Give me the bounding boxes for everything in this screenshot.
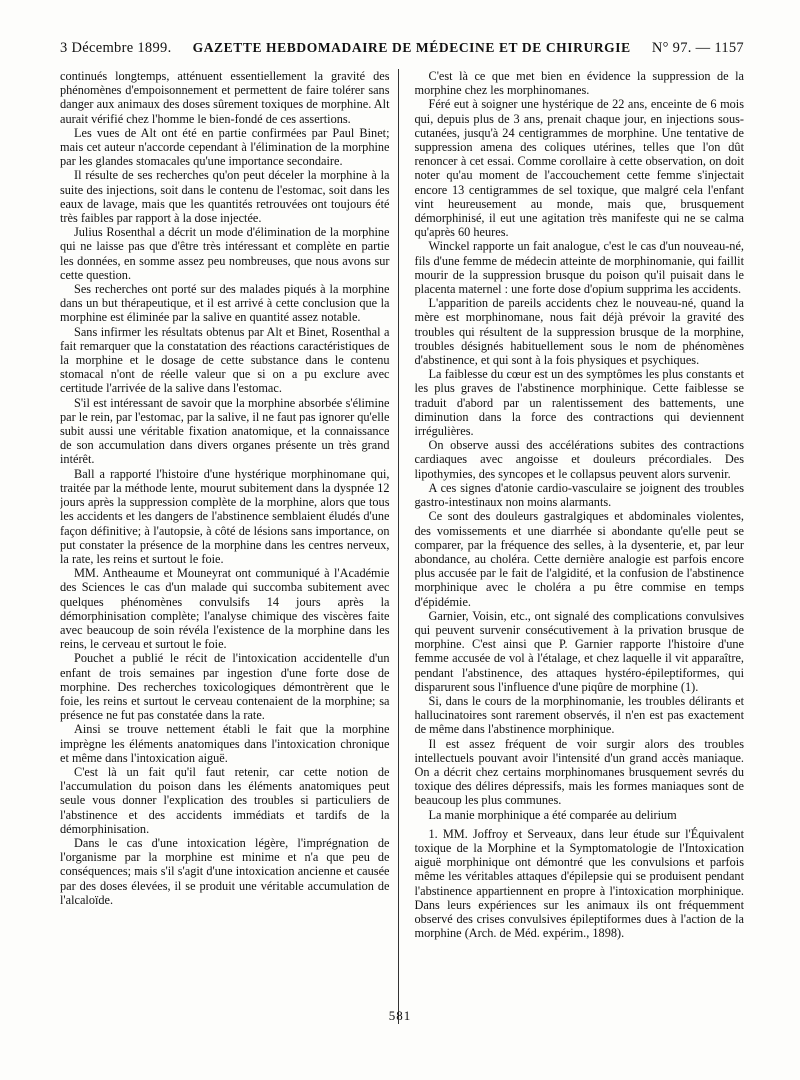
paragraph: Sans infirmer les résultats obtenus par Alt et Binet, Rosenthal a fait remarquer que la constatation des réactions caractéristiques de la morphine et le dosage de cette substance dans le contenu stomacal n'ont de réelle valeur que si on a pu exclure avec certitude l'arrivée de la salive dans l'estomac. (60, 324, 390, 396)
paragraph: C'est là un fait qu'il faut retenir, car cette notion de l'accumulation du poison dans les éléments anatomiques peut seule vous donner l'explication des troubles si particuliers de l'abstinence et des accidents immédiats et tardifs de la démorphinisation. (60, 764, 390, 836)
folio-number: 581 (388, 1008, 412, 1023)
paragraph: La faiblesse du cœur est un des symptômes les plus constants et les plus graves de l'abstinence morphinique. Cette faiblesse se traduit d'abord par un ralentissement des battements, une diminution dans la force des contractions qui deviennent irrégulières. (414, 367, 744, 439)
paragraph: S'il est intéressant de savoir que la morphine absorbée s'élimine par le rein, par l'estomac, par la salive, il ne faut pas ignorer qu'elle subit aussi une véritable fixation anatomique, et la connaissance de son accumulation dans divers organes présente un très grand intérêt. (60, 395, 390, 467)
paragraph: La manie morphinique a été comparée au delirium (428, 807, 677, 822)
paragraph: Ball a rapporté l'histoire d'une hystérique morphinomane qui, traitée par la méthode lente, mourut subitement dans la dyspnée 12 jours après la suppression complète de la morphine, alors que tous les accidents et les dangers de l'abstinence semblaient éludés d'une façon définitive; à l'autopsie, à côté de lésions sans importance, on put constater la présence de la morphine dans les centres nerveux, la rate, les reins et surtout le foie. (60, 466, 390, 566)
paragraph: L'apparition de pareils accidents chez le nouveau-né, quand la mère est morphinomane, nous fait déjà prévoir la gravité des troubles qui résultent de la suppression brusque de la morphine, troubles désignés habituellement sous le nom de phénomènes d'abstinence, et qui sont à la fois physiques et psychiques. (414, 296, 744, 368)
running-head (60, 40, 744, 61)
paragraph: C'est là ce que met bien en évidence la suppression de la morphine chez les morphinomanes. (414, 69, 744, 98)
paragraph: Garnier, Voisin, etc., ont signalé des complications convulsives qui peuvent survenir consécutivement à la privation brusque de morphine. C'est ainsi que P. Garnier rapporte l'histoire d'une femme accusée de vol à l'étalage, et chez laquelle il vit apparaître, pendant l'abstinence, des attaques hystéro-épileptiformes, qui disparurent sous l'influence d'une piqûre de morphine (1). (414, 608, 744, 694)
issue-page-number: N° 97. — 1157 (651, 40, 744, 56)
paragraph: Si, dans le cours de la morphinomanie, les troubles délirants et hallucinatoires sont rarement observés, il n'en est pas exactement de même dans l'abstinence morphinique. (414, 693, 744, 737)
text-columns (60, 69, 744, 1024)
right-column (415, 69, 745, 1024)
paragraph: Dans le cas d'une intoxication légère, l'imprégnation de l'organisme par la morphine est minime et n'a que peu de conséquences; mais s'il s'agit d'une intoxication ancienne et causée par des doses élevées, il se produit une véritable accumulation de l'alcaloïde. (60, 835, 390, 907)
paragraph: Ainsi se trouve nettement établi le fait que la morphine imprègne les éléments anatomiques dans l'intoxication chronique et même dans l'intoxication aiguë. (60, 722, 390, 765)
paragraph: On observe aussi des accélérations subites des contractions cardiaques avec angoisse et douleurs précordiales. Des lipothymies, des syncopes et le collapsus peuvent alors survenir. (414, 438, 744, 481)
paragraph: MM. Antheaume et Mouneyrat ont communiqué à l'Académie des Sciences le cas d'un malade qui succomba subitement avec quelques phénomènes convulsifs 14 jours après la démorphinisation complète; l'analyse chimique des viscères faite avec beaucoup de soin révéla l'existence de la morphine dans les reins, le cerveau et surtout le foie. (60, 566, 390, 652)
paragraph: Il est assez fréquent de voir surgir alors des troubles intellectuels pouvant avoir l'intensité d'un grand accès maniaque. On a décrit chez certains morphinomanes brusquement sevrés du toxique des délires dépressifs, mais les formes maniaques sont de beaucoup les plus communes. (414, 736, 744, 808)
paragraph: Féré eut à soigner une hystérique de 22 ans, enceinte de 6 mois qui, depuis plus de 3 ans, prenait chaque jour, en injections sous-cutanées, jusqu'à 24 centigrammes de morphine. Une tentative de suppression amena des coliques utérines, telles que l'on dût renoncer à cet essai. Comme corollaire à cette observation, on doit noter qu'au moment de l'accouchement cette femme s'injectait encore 13 centigrammes de sel toxique, que malgré cela l'enfant vint heureusement au monde, mais que, brusquement démorphinisé, il eut une agitation très manifeste qui ne se calma qu'après 60 heures. (414, 97, 744, 240)
paragraph: Pouchet a publié le récit de l'intoxication accidentelle d'un enfant de trois semaines par ingestion d'une forte dose de morphine. Des recherches toxicologiques démontrèrent que le foie, les reins et surtout le cerveau contenaient de la morphine; sa présence ne fut pas constatée dans la rate. (60, 651, 390, 723)
journal-title: GAZETTE HEBDOMADAIRE DE MÉDECINE ET DE CHIRURGIE (192, 40, 631, 55)
paragraph: Ses recherches ont porté sur des malades piqués à la morphine dans un but thérapeutique, et il est arrivé à cette conclusion que la morphine est éliminée par la salive en quantité assez notable. (60, 282, 390, 325)
footnote: 1. MM. Joffroy et Serveaux, dans leur étude sur l'Équivalent toxique de la Morphine et la Symptomatologie de l'Intoxication aiguë morphinique ont démontré que les convulsions et parfois même les véritables attaques d'épilepsie qui se produisent pendant l'abstinence appartiennent en propre à l'intoxication morphinique. Dans leurs expériences sur les animaux ils ont fréquemment observé des crises convulsives épileptiformes dues à l'action de la morphine (Arch. de Méd. expérim., 1898). (414, 826, 744, 941)
paragraph: Ce sont des douleurs gastralgiques et abdominales violentes, des vomissements et une diarrhée si abondante qu'elle peut se comparer, par la fréquence des selles, à la dysenterie, et, par leur abondance, au choléra. Cette dernière analogie est parfois encore plus accusée par le fait de l'algidité, et la confusion de l'abstinence morphinique avec le choléra a pu être commise en temps d'épidémie. (414, 509, 744, 609)
paragraph: Julius Rosenthal a décrit un mode d'élimination de la morphine qui ne laisse pas que d'être très intéressant et complète en partie les données, en somme assez peu nombreuses, que nous avons sur cette question. (60, 225, 390, 282)
paragraph: Il résulte de ses recherches qu'on peut déceler la morphine à la suite des injections, soit dans le contenu de l'estomac, soit dans les eaux de lavage, mais que les quantités retrouvées ont toujours été très faibles par rapport à la dose injectée. (60, 168, 390, 226)
paragraph: Winckel rapporte un fait analogue, c'est le cas d'un nouveau-né, fils d'une femme de médecin atteinte de morphinomanie, qui faillit mourir de la suppression brusque du poison qu'il puisait dans le placenta maternel : une forte dose d'opium supprima les accidents. (414, 239, 744, 297)
issue-date: 3 Décembre 1899. (60, 40, 172, 56)
paragraph: A ces signes d'atonie cardio-vasculaire se joignent des troubles gastro-intestinaux non moins alarmants. (414, 480, 744, 510)
paragraph: Les vues de Alt ont été en partie confirmées par Paul Binet; mais cet auteur n'accorde cependant à l'élimination de la morphine par les glandes stomacales qu'une importance secondaire. (60, 125, 390, 169)
paragraph: continués longtemps, atténuent essentiellement la gravité des phénomènes d'empoisonnement et permettent de faire tolérer sans danger aux animaux des doses sûrement toxiques de morphine. Alt aurait vérifié chez l'homme le bien-fondé de ces assertions. (60, 69, 390, 126)
left-column (60, 69, 399, 1024)
